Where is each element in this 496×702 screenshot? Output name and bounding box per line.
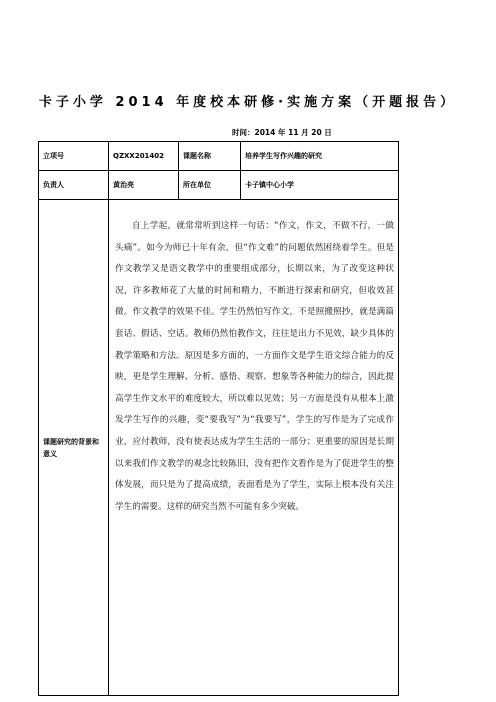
- project-no-label: 立项号: [39, 142, 109, 171]
- form-row-leader: [39, 171, 399, 200]
- unit-value: 卡子镇中心小学: [241, 171, 399, 200]
- background-paragraph: 自上学起，就常常听到这样一句话：“作文，作文，不做不行，一做头痛”。如今为师已十年有余，但“作文难”的问题依然困绕着学生。但是作文教学又是语文教学中的重要组成部分，长期以来，为了改变这种状况，许多教师花了大量的时间和精力，不断进行探索和研究，但收效甚微。作文教学的效果不佳。学生仍然怕写作文，不是照搬照抄，就是满篇套话、假话、空话。教师仍然怕教作文，往往是出力不见效，缺少具体的教学策略和方法。原因是多方面的，一方面作文是学生语文综合能力的反映，更是学生理解、分析、感悟、观察、想象等各种能力的综合，因此提高学生作文水平的难度较大，所以难以见效；另一方面是没有从根本上激发学生写作的兴趣，变“要我写”为“我要写”，学生的写作是为了完成作业，应付教师，没有使表达成为学生生活的一部分；更重要的原因是长期以来我们作文教学的观念比较陈旧，没有把作文看作是为了促进学生的整体发展，而只是为了提高成绩，表面看是为了学生，实际上根本没有关注学生的需要。这样的研究当然不可能有多少突破。: [115, 221, 394, 512]
- document-title: 卡子小学 2014 年度校本研修·实施方案（开题报告）: [38, 95, 458, 110]
- form-row-project: [39, 142, 399, 171]
- project-no-value: QZXX201402: [109, 142, 179, 171]
- topic-label: 课题名称: [179, 142, 241, 171]
- background-content: [109, 200, 399, 696]
- leader-label: 负责人: [39, 171, 109, 200]
- topic-value: 培养学生写作兴趣的研究: [241, 142, 399, 171]
- leader-value: 黄治亮: [109, 171, 179, 200]
- report-date: 时间：2014 年 11 月 20 日: [232, 128, 332, 137]
- background-label: 课题研究的背景和意义: [39, 200, 109, 696]
- form-row-background: [39, 200, 399, 696]
- unit-label: 所在单位: [179, 171, 241, 200]
- proposal-form-table: [38, 141, 399, 696]
